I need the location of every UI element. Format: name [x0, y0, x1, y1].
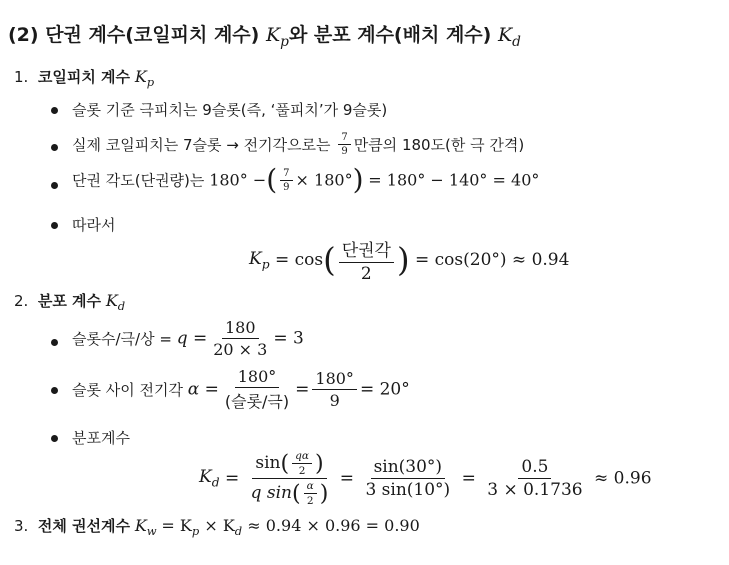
s2-bullet-3: 분포계수 [72, 429, 130, 447]
section-1-heading: 1. 코일피치 계수 $K_p$ [14, 67, 155, 90]
bullet-dot [51, 435, 58, 442]
s1-display-equation: $K_p = \cos$( $\frac{\text{단권각}}{2}$ ) = cos(20°) ≈ 0.94 [249, 236, 569, 284]
s1-b2-fraction: $\frac{7}{9}$ [338, 132, 350, 157]
bullet-dot [51, 107, 58, 114]
section-title [8, 20, 521, 50]
title-mid: 와 분포 계수(배치 계수) [288, 24, 492, 46]
s2-bullet-1: 슬롯수/극/상 = q = $\frac{180}{20 \times 3}$ = 3 [72, 318, 304, 359]
bullet-dot [51, 222, 58, 229]
s2-display-equation: $K_d$ = sin( $\frac{q\alpha}{2}$ ) q sin( $\frac{\alpha}{2}$ ) = $\frac{\sin(30^\circ)}{3 \sin(10^\circ)}$ = $\frac{0.5}{3 \times 0.1736}$ ≈ 0.96 [199, 450, 652, 507]
title-kd: $K_d$ [497, 24, 521, 50]
section-2-heading: 2. 분포 계수 $K_d$ [14, 291, 126, 314]
bullet-dot [51, 387, 58, 394]
s2-fraction-3: $\frac{0.5}{3 \times 0.1736}$ [487, 457, 583, 500]
s2-bullet-2: 슬롯 사이 전기각 α = $\frac{180^\circ}{\text{(슬롯/극)}}$ = $\frac{180^\circ}{9}$ = 20° [72, 367, 410, 411]
s1-bullet-3: 단권 각도(단권량)는 180° −( $\frac{7}{9}$ × 180°) = 180° − 140° = 40° [72, 163, 540, 196]
bullet-dot [51, 339, 58, 346]
s1-bullet-4: 따라서 [72, 216, 116, 234]
s1-bullet-1: 슬롯 기준 극피치는 9슬롯(즉, ‘풀피치’가 9슬롯) [72, 101, 388, 119]
title-prefix: (2) 단권 계수(코일피치 계수) [8, 24, 260, 46]
section-3-heading: 3. 전체 권선계수 $K_w = K_p \times K_d \approx 0.94 \times 0.96 = 0.90$ [14, 516, 420, 539]
s1-bullet-2: 실제 코일피치는 7슬롯 → 전기각으로는 $\frac{7}{9}$ 만큼의 180도(한 극 간격) [72, 132, 525, 157]
s2-fraction-1: sin( $\frac{q\alpha}{2}$ ) q sin( $\frac{\alpha}{2}$ ) [250, 450, 329, 507]
title-kp: $K_p$ [265, 24, 289, 50]
bullet-dot [51, 182, 58, 189]
bullet-dot [51, 144, 58, 151]
s2-fraction-2: $\frac{\sin(30^\circ)}{3 \sin(10^\circ)}$ [365, 457, 451, 500]
